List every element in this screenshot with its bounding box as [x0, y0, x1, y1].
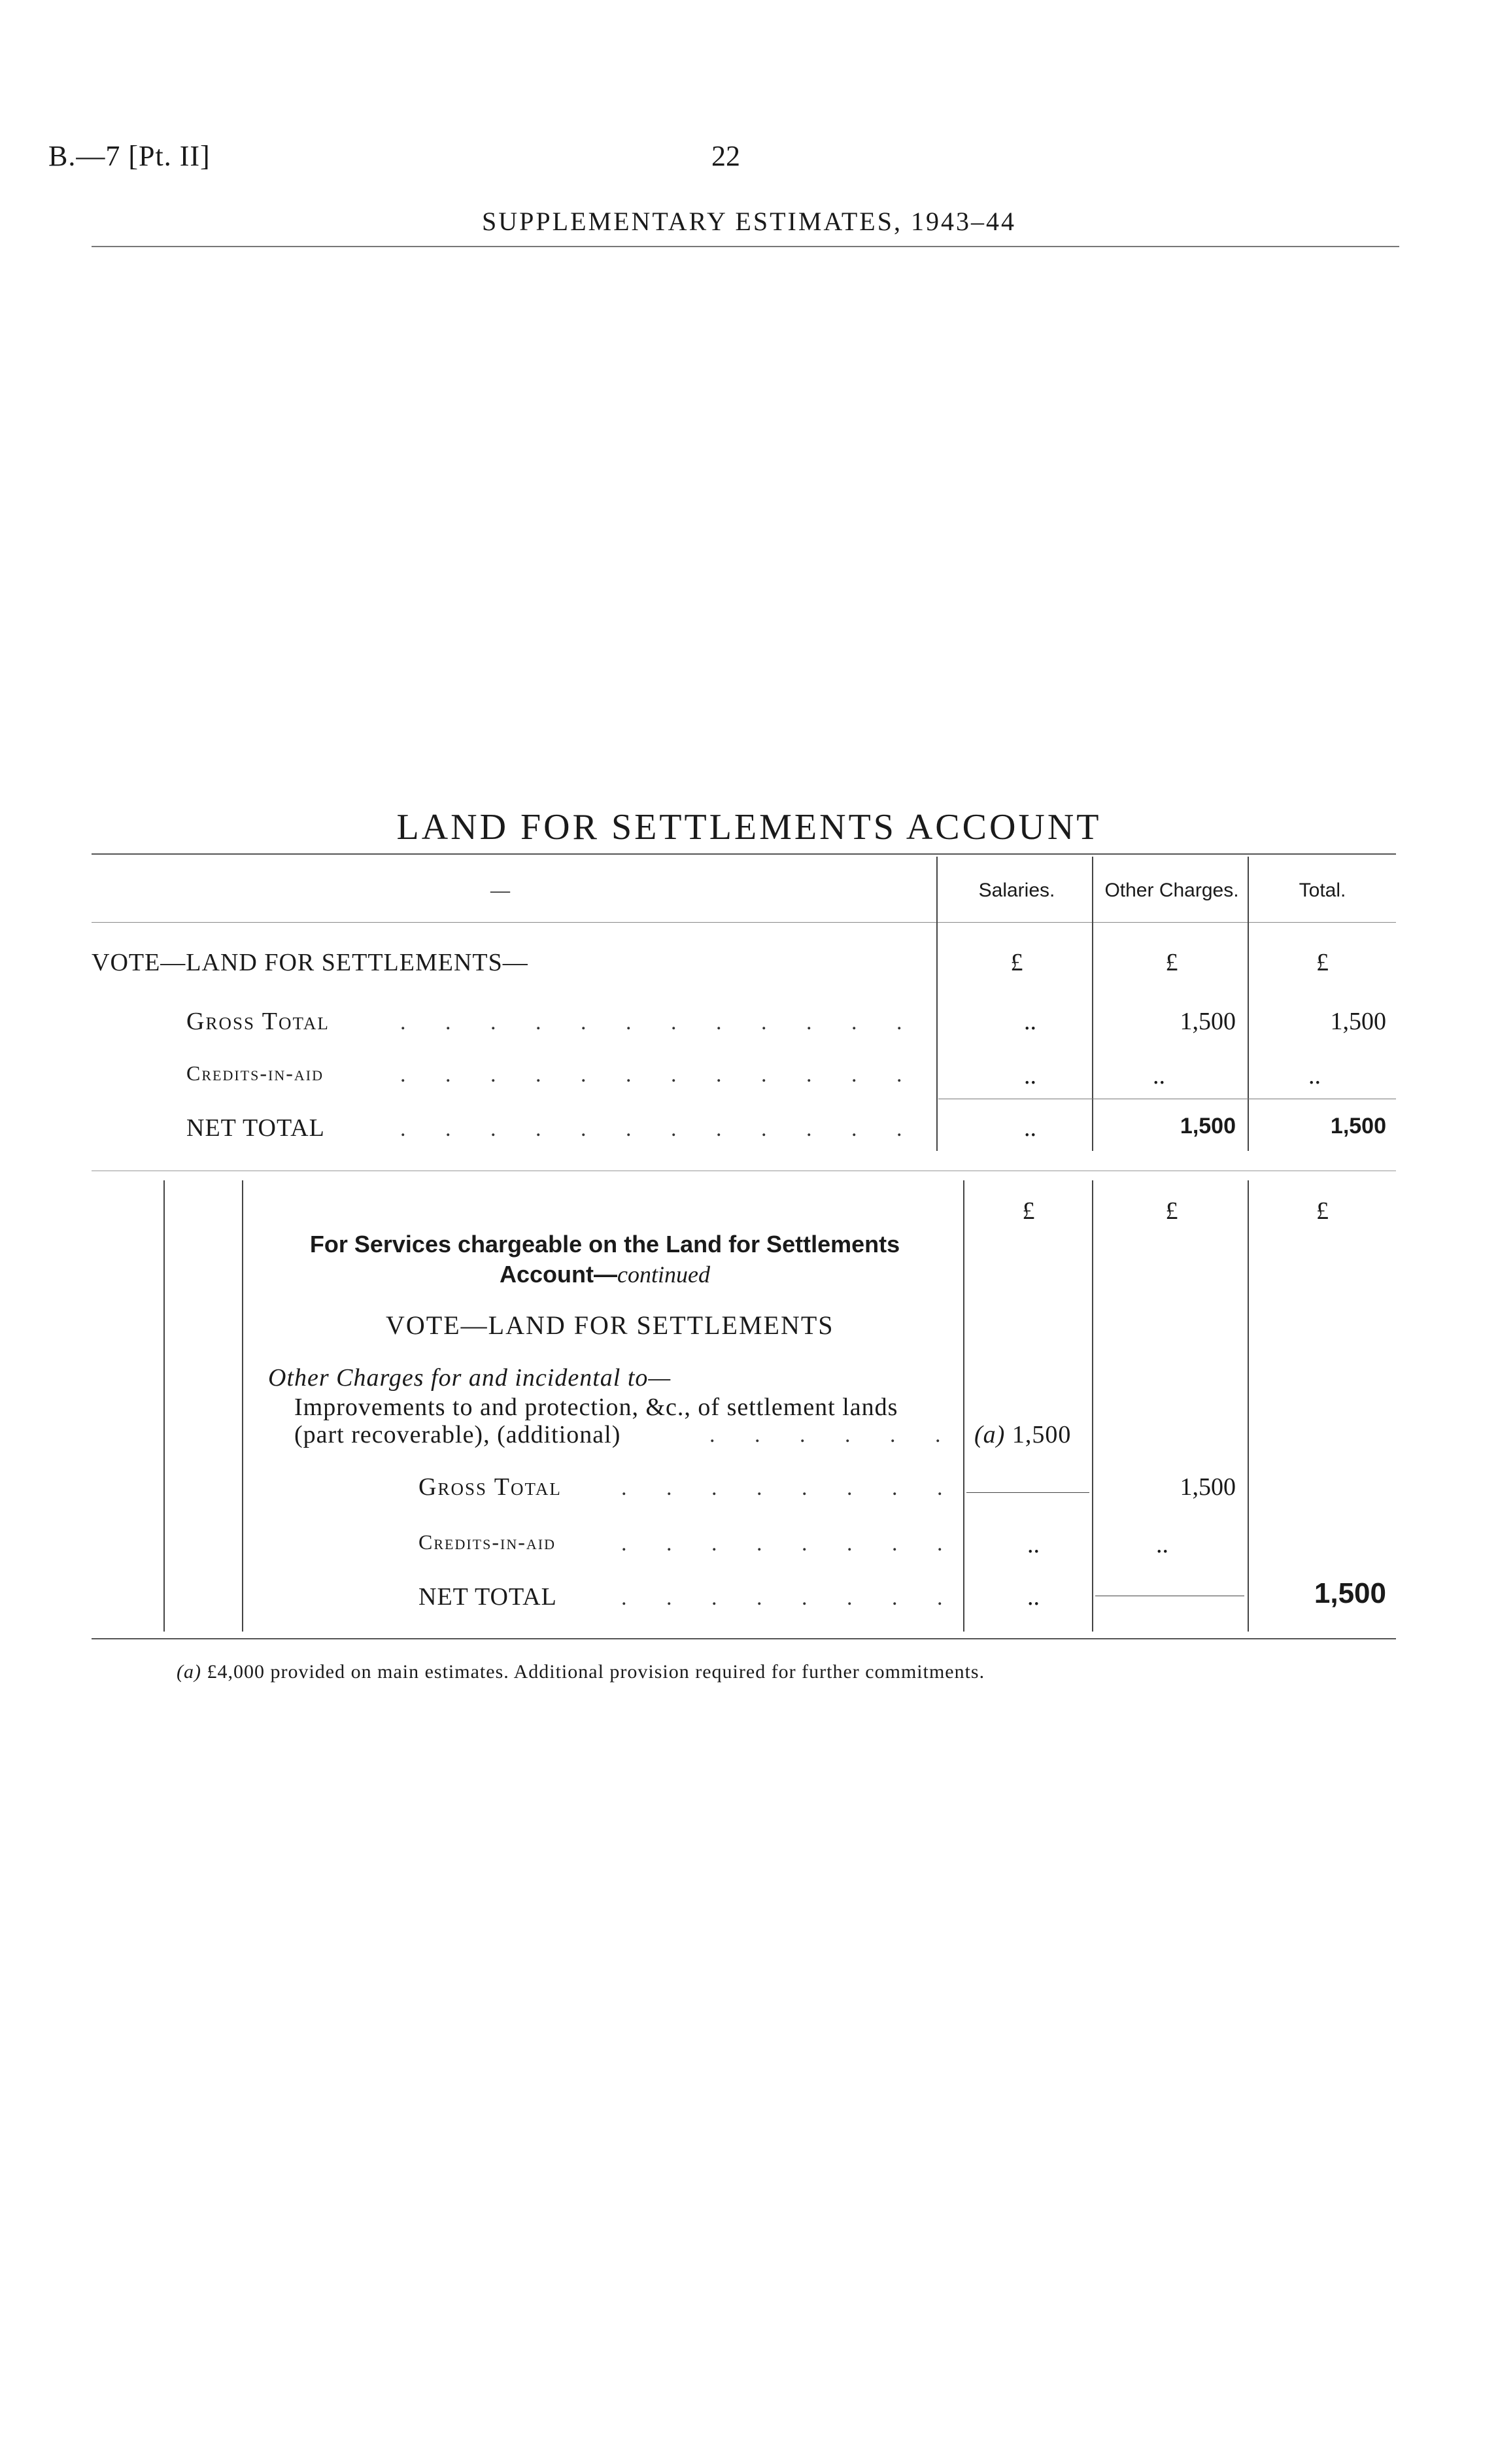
gross-total-other-charges: 1,500 [1180, 1008, 1236, 1035]
services-net-total-salaries: .. [1027, 1583, 1040, 1611]
services-col-divider [1092, 1180, 1093, 1632]
dot-leaders: . . . . . . [709, 1423, 958, 1447]
services-heading-continued: continued [617, 1261, 710, 1288]
column-divider [1092, 857, 1093, 1151]
services-vote-label: VOTE—LAND FOR SETTLEMENTS [386, 1310, 834, 1340]
services-col-divider [1248, 1180, 1249, 1632]
document-reference: B.—7 [Pt. II] [48, 140, 211, 172]
services-currency-salaries: £ [1022, 1197, 1035, 1225]
credits-in-aid-other-charges: .. [1153, 1062, 1165, 1089]
services-subhead: Other Charges for and incidental to— [268, 1364, 672, 1392]
dot-leaders: . . . . . . . . [621, 1586, 960, 1610]
currency-salaries: £ [1010, 949, 1023, 976]
net-total-label: NET TOTAL [186, 1114, 325, 1142]
dot-leaders: . . . . . . . . . . . . [400, 1063, 919, 1087]
services-currency-other-charges: £ [1165, 1197, 1178, 1225]
services-item-line1: Improvements to and protection, &c., of settlement lands [294, 1394, 898, 1421]
net-total-other-charges: 1,500 [1180, 1114, 1236, 1138]
footnote-mark: (a) [177, 1661, 201, 1683]
header-rule [92, 246, 1399, 247]
services-heading-account: Account— [500, 1261, 618, 1288]
services-gross-total-label: Gross Total [418, 1473, 562, 1501]
services-item-line2: (part recoverable), (additional) [294, 1421, 621, 1448]
page-number: 22 [711, 140, 740, 172]
credits-in-aid-label: Credits-in-aid [186, 1061, 324, 1085]
table-top-rule [92, 853, 1396, 855]
services-credits-other-charges: .. [1156, 1531, 1168, 1558]
column-header-salaries: Salaries. [978, 880, 1055, 901]
dot-leaders: . . . . . . . . [621, 1476, 960, 1500]
services-heading-line2 [248, 1259, 961, 1290]
footnote-text: £4,000 provided on main estimates. Additional provision required for further commitments. [207, 1661, 985, 1683]
column-header-label: — [490, 880, 510, 901]
gross-total-label: Gross Total [186, 1008, 330, 1035]
dot-leaders: . . . . . . . . [621, 1531, 960, 1556]
services-box-left [163, 1180, 165, 1632]
services-heading [248, 1229, 961, 1290]
net-total-salaries: .. [1024, 1114, 1036, 1142]
services-col-divider [963, 1180, 964, 1632]
column-header-rule [92, 922, 1396, 923]
services-net-total-label: NET TOTAL [418, 1583, 557, 1611]
footnote-marker: (a) [974, 1421, 1006, 1448]
dot-leaders: . . . . . . . . . . . . [400, 1117, 919, 1141]
currency-other-charges: £ [1165, 949, 1178, 976]
vote-label: VOTE—LAND FOR SETTLEMENTS— [92, 949, 528, 976]
footnote [177, 1661, 985, 1683]
net-total-total: 1,500 [1330, 1114, 1386, 1138]
gross-rule [966, 1492, 1089, 1493]
column-divider [1248, 857, 1249, 1151]
services-credits-label: Credits-in-aid [418, 1530, 556, 1554]
gross-total-salaries: .. [1024, 1008, 1036, 1035]
services-item-amount: 1,500 [1012, 1421, 1072, 1448]
credits-in-aid-total: .. [1308, 1062, 1321, 1089]
column-header-total: Total. [1299, 880, 1346, 901]
services-currency-total: £ [1316, 1197, 1329, 1225]
services-credits-salaries: .. [1027, 1531, 1040, 1558]
column-divider [936, 857, 938, 1151]
dot-leaders: . . . . . . . . . . . . [400, 1010, 919, 1035]
services-gross-total-value: 1,500 [1180, 1473, 1236, 1501]
services-heading-line1: For Services chargeable on the Land for Settlements [309, 1231, 900, 1258]
services-net-total-total: 1,500 [1314, 1577, 1386, 1609]
page-title: SUPPLEMENTARY ESTIMATES, 1943–44 [482, 207, 1016, 236]
currency-total: £ [1316, 949, 1329, 976]
services-item-value [974, 1420, 1071, 1449]
services-box-left-inner [242, 1180, 243, 1632]
section-title: LAND FOR SETTLEMENTS ACCOUNT [396, 807, 1102, 847]
gross-total-total: 1,500 [1330, 1008, 1386, 1035]
column-header-other-charges: Other Charges. [1104, 880, 1239, 901]
table-bottom-rule [92, 1638, 1396, 1639]
credits-in-aid-salaries: .. [1024, 1062, 1036, 1089]
